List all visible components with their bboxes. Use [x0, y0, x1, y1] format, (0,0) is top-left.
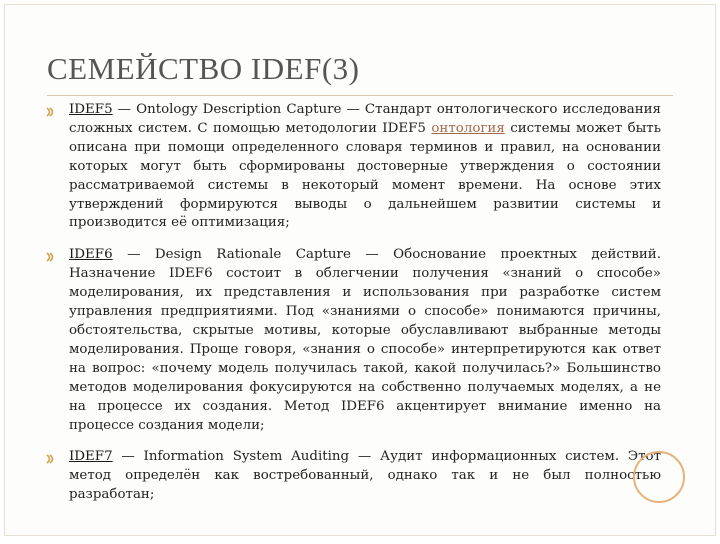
ontology-link[interactable]: онтология — [431, 120, 505, 136]
term-idef6: IDEF6 — [69, 247, 113, 263]
slide — [4, 4, 716, 536]
term-idef7: IDEF7 — [69, 449, 113, 465]
bullet-marker-icon — [46, 252, 58, 262]
bullet-text-part-2: системы может быть описана при помощи определенного словаря терминов и правил, на основании которых могут быть сформированы достоверные утверждения о состоянии рассматриваемой системы в некоторый момент времени. На основе этих утверждений формируются выводы о дальнейшем развитии системы и производится её оптимизация; — [69, 120, 661, 231]
bullet-marker-icon — [46, 107, 58, 117]
title-divider — [47, 95, 673, 96]
bullet-marker-icon — [46, 454, 58, 464]
bullet-text: — Information System Auditing — Аудит информационных систем. Этот метод определён как востребованный, однако так и не был полностью разработан; — [69, 449, 661, 503]
bullet-idef7 — [45, 448, 661, 505]
term-idef5: IDEF5 — [69, 102, 113, 117]
bullet-text: — Design Rationale Capture — Обоснование проектных действий. Назначение IDEF6 состоит в облегчении получения «знаний о способе» моделирования, их представления и использования при разработке систем управления предприятиями. Под «знаниями о способе» понимаются причины, обстоятельства, скрытые мотивы, которые обуславливают выбранные методы моделирования. Проще говоря, «знания о способе» интерпретируются как ответ на вопрос: «почему модель получилась такой, какой получилась?» Большинство методов моделирования фокусируются на собственно получаемых моделях, а не на процессе их создания. Метод IDEF6 акцентирует внимание именно на процессе создания модели; — [69, 247, 661, 433]
bullet-list — [45, 101, 661, 518]
slide-title: СЕМЕЙСТВО IDEF(3) — [47, 51, 360, 86]
decorative-ring-icon — [633, 451, 685, 503]
bullet-idef6 — [45, 246, 661, 435]
bullet-idef5 — [45, 101, 661, 233]
bullet-text-part-1: — Ontology Description Capture — Стандарт онтологического исследования сложных систем. С помощью методологии IDEF5 — [69, 102, 661, 136]
